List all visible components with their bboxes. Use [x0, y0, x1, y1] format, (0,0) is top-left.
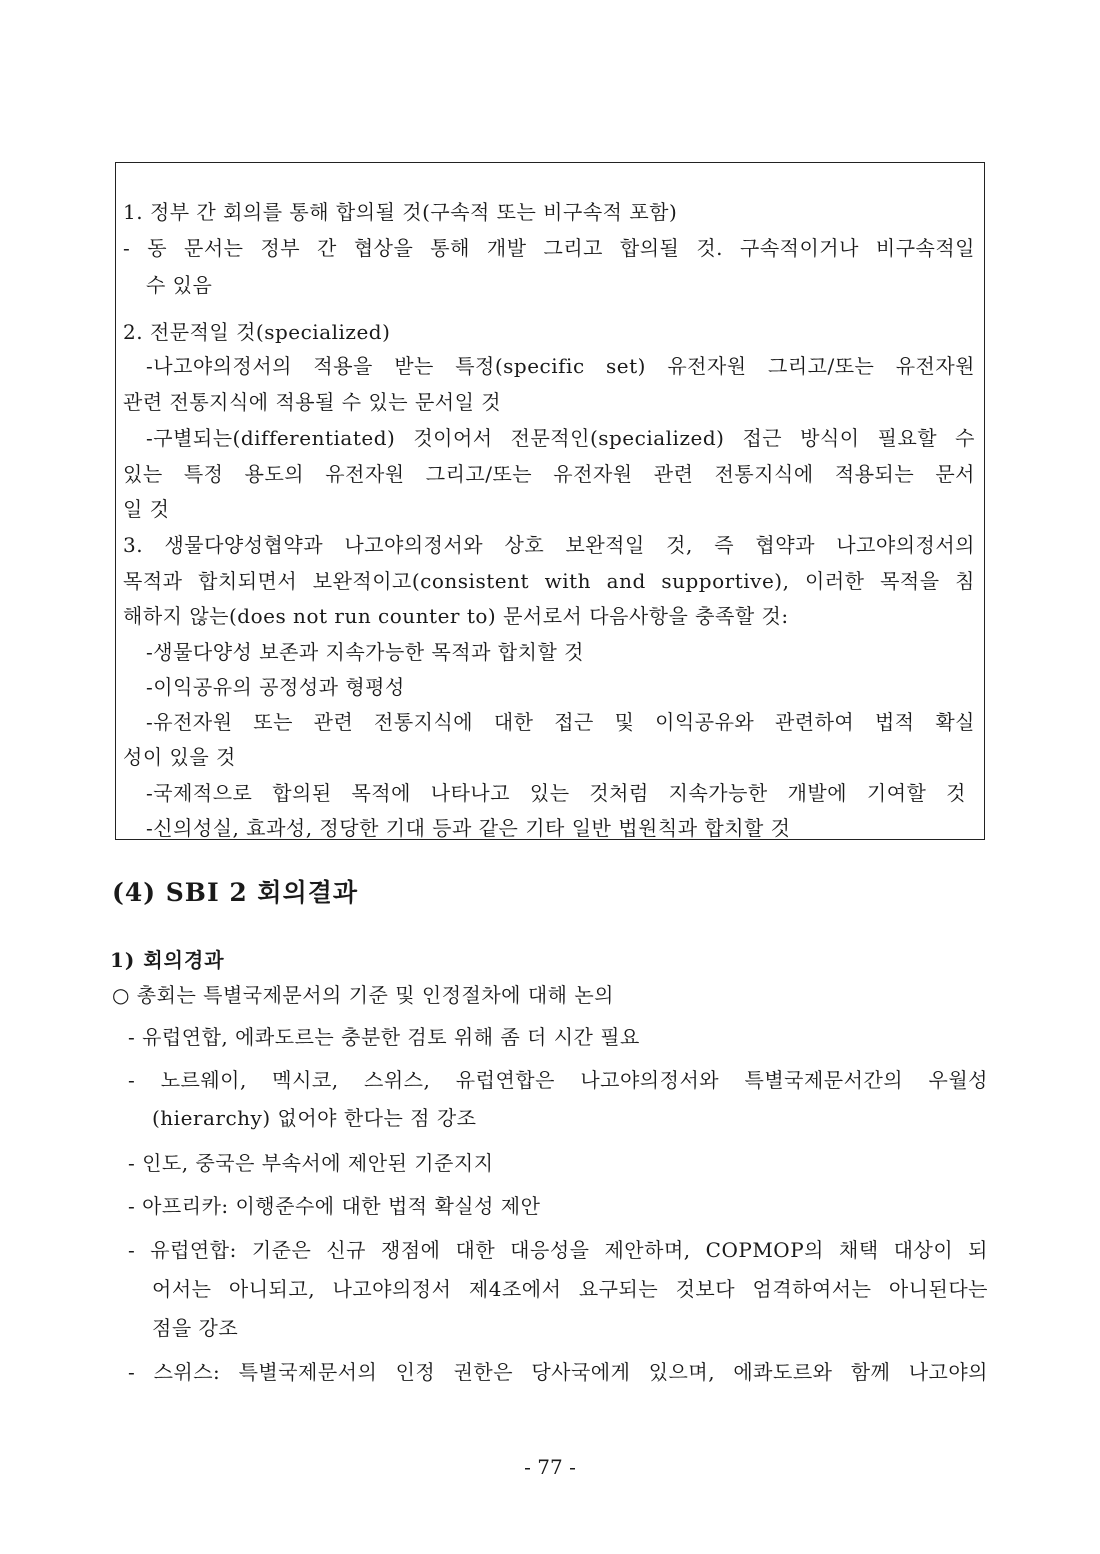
box-line: 1. 정부 간 회의를 통해 합의될 것(구속적 또는 비구속적 포함)	[123, 200, 678, 224]
box-line: 3. 생물다양성협약과 나고야의정서와 상호 보완적일 것, 즉 협약과 나고야의정서의	[123, 533, 975, 557]
body-line: - 노르웨이, 멕시코, 스위스, 유럽연합은 나고야의정서와 특별국제문서간의 우월성	[128, 1068, 988, 1092]
subheading: 1) 회의경과	[110, 948, 225, 972]
box-line: -생물다양성 보존과 지속가능한 목적과 합치할 것	[146, 640, 584, 664]
box-line: 일 것	[123, 497, 170, 521]
body-line: ○ 총회는 특별국제문서의 기준 및 인정절차에 대해 논의	[112, 983, 614, 1007]
body-line: - 스위스: 특별국제문서의 인정 권한은 당사국에게 있으며, 에콰도르와 함께 나고야의	[128, 1360, 988, 1384]
box-line: 성이 있을 것	[123, 745, 236, 769]
section-heading: (4) SBI 2 회의결과	[112, 878, 359, 907]
box-line: 목적과 합치되면서 보완적이고(consistent with and supportive), 이러한 목적을 침	[123, 569, 975, 593]
body-line: (hierarchy) 없어야 한다는 점 강조	[152, 1106, 477, 1130]
box-line: 있는 특정 용도의 유전자원 그리고/또는 유전자원 관련 전통지식에 적용되는 문서	[123, 462, 975, 486]
criteria-box	[115, 162, 985, 840]
box-line: - 동 문서는 정부 간 협상을 통해 개발 그리고 합의될 것. 구속적이거나 비구속적일	[123, 236, 975, 260]
body-line: - 유럽연합, 에콰도르는 충분한 검토 위해 좀 더 시간 필요	[128, 1025, 640, 1049]
box-line: -유전자원 또는 관련 전통지식에 대한 접근 및 이익공유와 관련하여 법적 확실	[146, 710, 975, 734]
box-line: 관련 전통지식에 적용될 수 있는 문서일 것	[123, 390, 502, 414]
box-line: 해하지 않는(does not run counter to) 문서로서 다음사항을 충족할 것:	[123, 604, 789, 628]
box-line: 수 있음	[146, 273, 213, 297]
body-line: 어서는 아니되고, 나고야의정서 제4조에서 요구되는 것보다 엄격하여서는 아니된다는	[152, 1277, 988, 1301]
box-line: -국제적으로 합의된 목적에 나타나고 있는 것처럼 지속가능한 개발에 기여할 것	[146, 781, 966, 805]
box-line: -신의성실, 효과성, 정당한 기대 등과 같은 기타 일반 법원칙과 합치할 것	[146, 816, 791, 840]
body-line: 점을 강조	[152, 1316, 239, 1340]
box-line: -나고야의정서의 적용을 받는 특정(specific set) 유전자원 그리고/또는 유전자원	[146, 354, 975, 378]
body-line: - 유럽연합: 기준은 신규 쟁점에 대한 대응성을 제안하며, COPMOP의 채택 대상이 되	[128, 1238, 988, 1262]
box-line: -구별되는(differentiated) 것이어서 전문적인(specialized) 접근 방식이 필요할 수	[146, 426, 975, 450]
box-line: -이익공유의 공정성과 형평성	[146, 675, 405, 699]
box-line: 2. 전문적일 것(specialized)	[123, 320, 391, 344]
body-line: - 아프리카: 이행준수에 대한 법적 확실성 제안	[128, 1194, 541, 1218]
body-line: - 인도, 중국은 부속서에 제안된 기준지지	[128, 1151, 494, 1175]
page-number: - 77 -	[524, 1455, 576, 1479]
